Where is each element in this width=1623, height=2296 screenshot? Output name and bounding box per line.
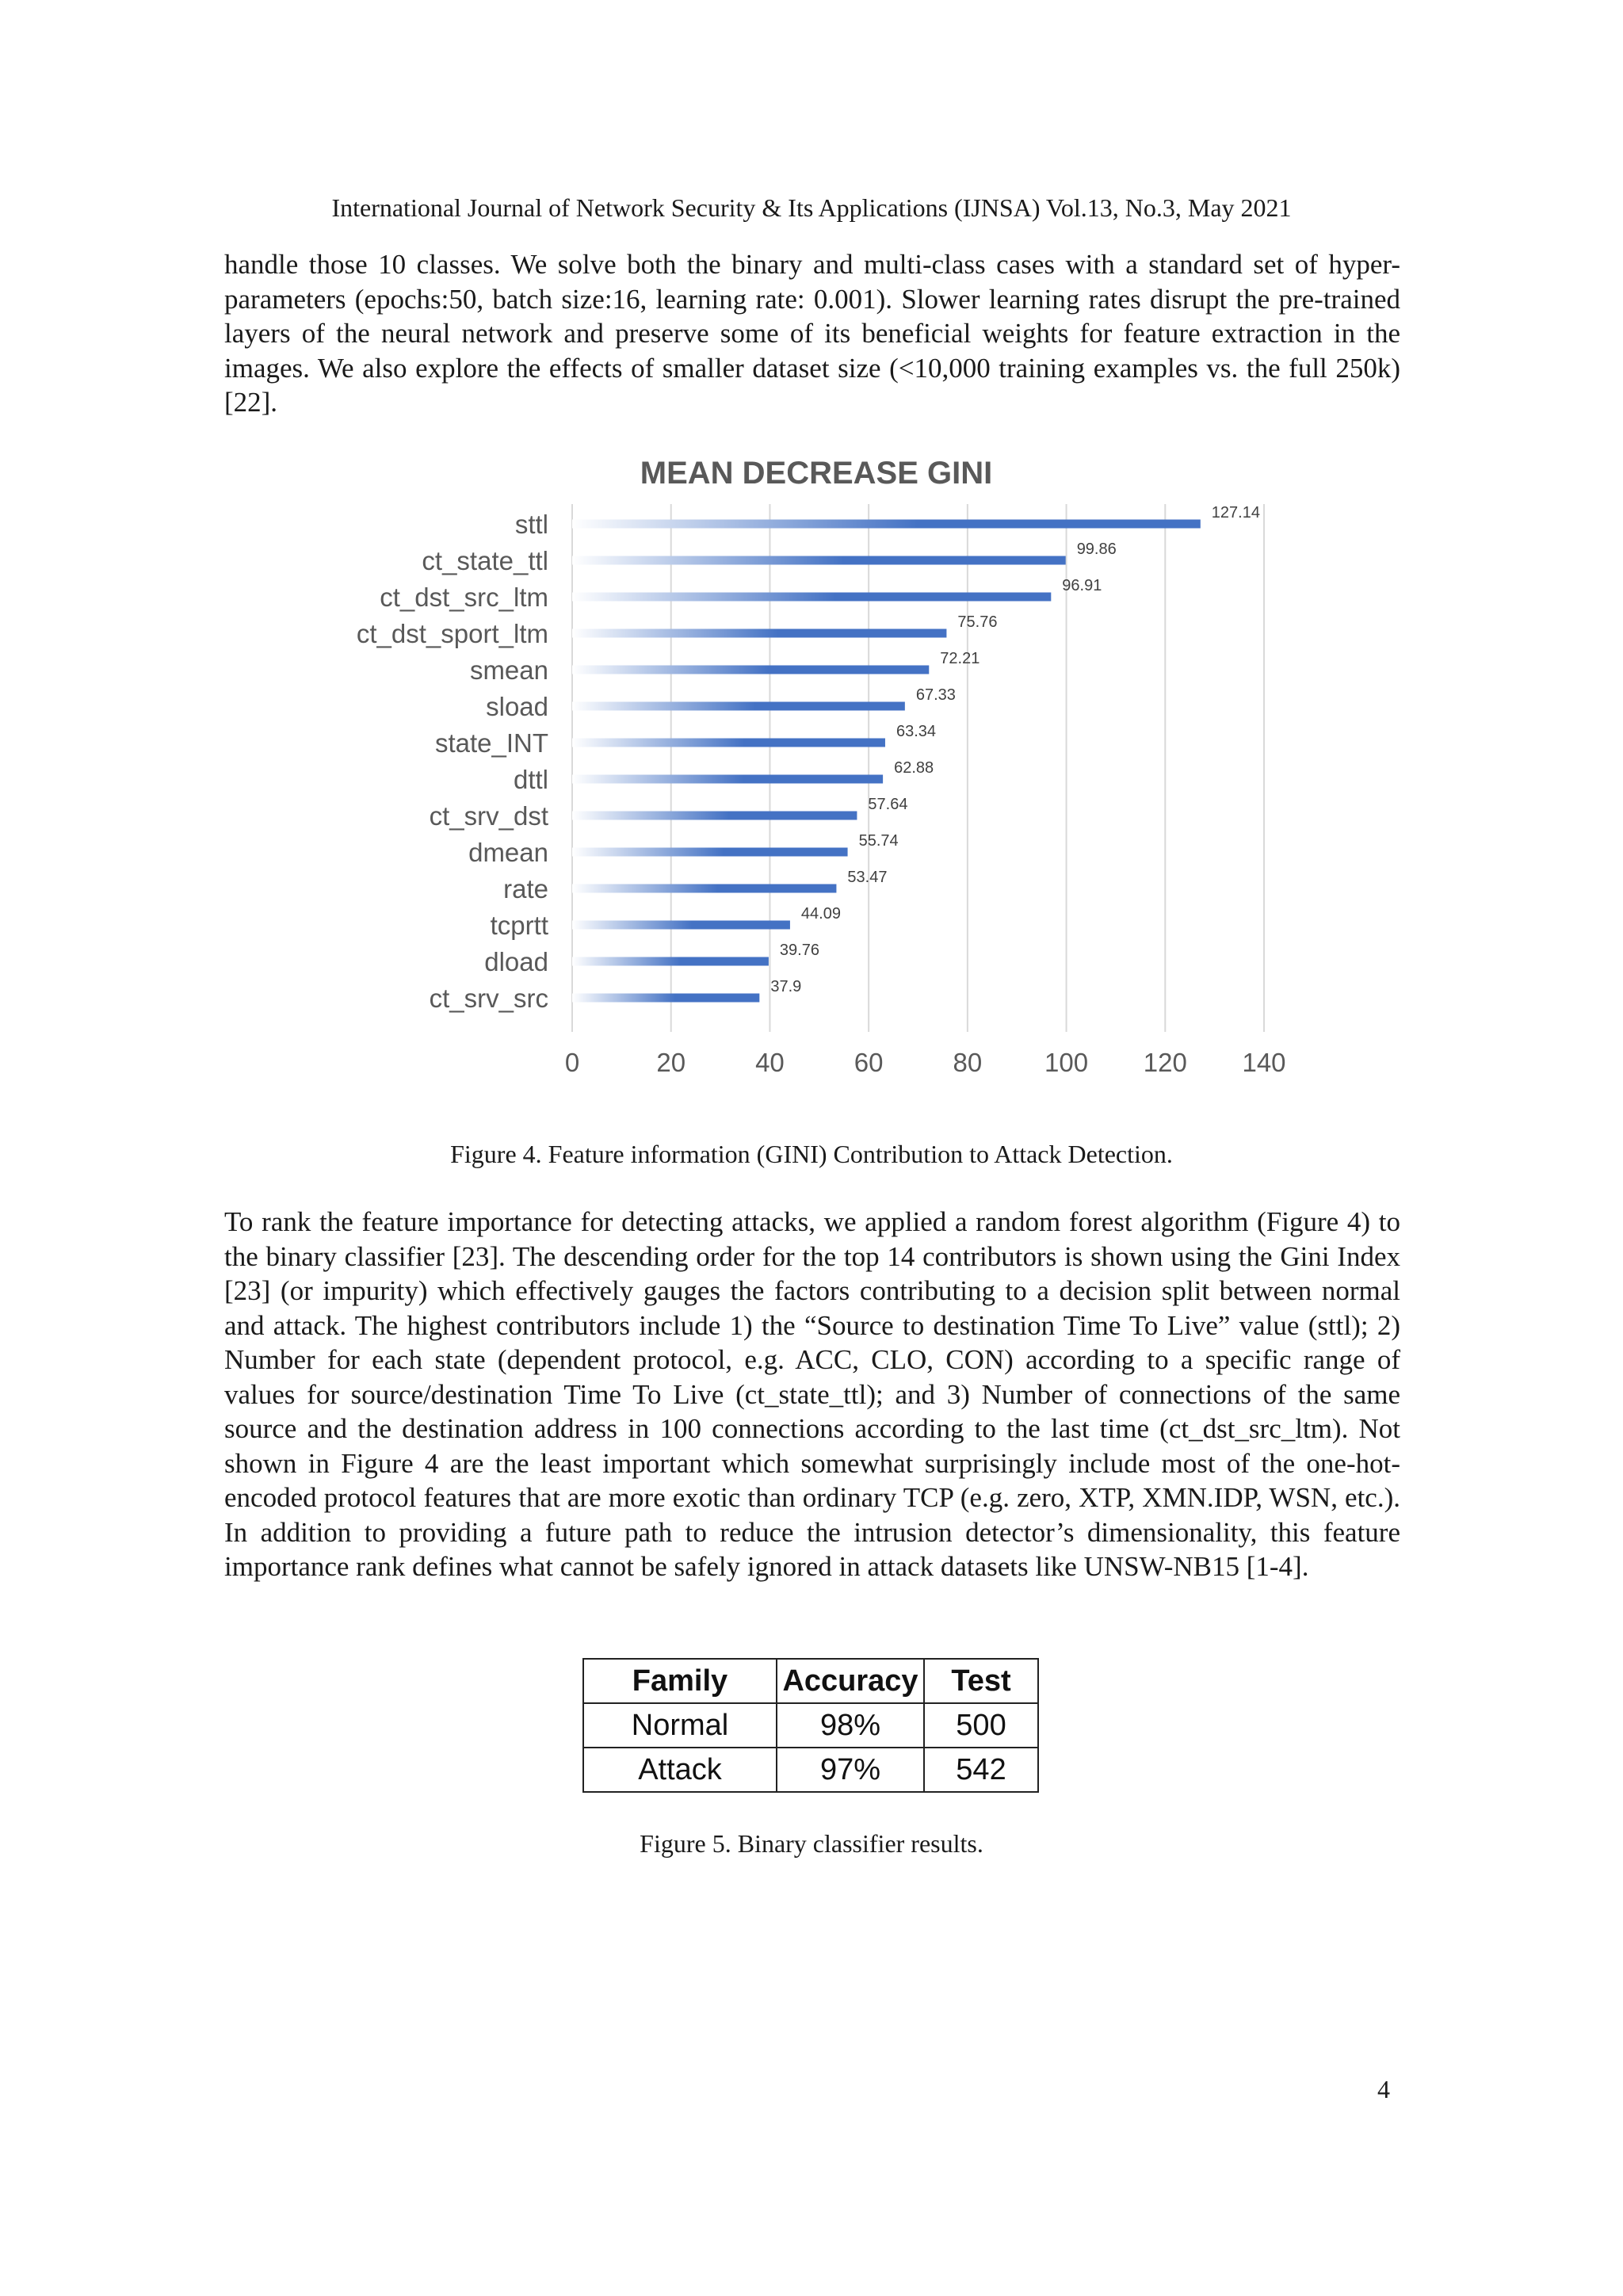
category-label: dload bbox=[484, 947, 548, 976]
table-header-cell: Test bbox=[924, 1659, 1038, 1703]
category-label: dttl bbox=[513, 765, 548, 794]
x-tick-label: 40 bbox=[755, 1048, 785, 1077]
bar bbox=[572, 957, 769, 966]
journal-header: International Journal of Network Security & Its Applications (IJNSA) Vol.13, No.3, May 2021 bbox=[331, 193, 1292, 222]
binary-classifier-results-table bbox=[582, 1658, 1039, 1793]
data-label: 72.21 bbox=[940, 650, 980, 667]
bar bbox=[572, 812, 857, 820]
bar bbox=[572, 666, 929, 674]
table-cell: 98% bbox=[777, 1703, 924, 1748]
bar bbox=[572, 702, 905, 711]
data-label: 55.74 bbox=[858, 832, 899, 850]
table-row bbox=[583, 1748, 1038, 1792]
x-tick-label: 0 bbox=[564, 1048, 580, 1077]
data-label: 96.91 bbox=[1062, 577, 1102, 594]
category-label: ct_srv_src bbox=[429, 984, 548, 1013]
category-label: ct_dst_sport_ltm bbox=[356, 619, 548, 648]
table-header-cell: Accuracy bbox=[777, 1659, 924, 1703]
page-number: 4 bbox=[1377, 2075, 1390, 2103]
bar bbox=[572, 775, 883, 784]
bar bbox=[572, 739, 885, 747]
bar bbox=[572, 556, 1066, 565]
category-label: ct_srv_dst bbox=[429, 801, 548, 831]
data-label: 127.14 bbox=[1211, 504, 1260, 521]
table-cell: 500 bbox=[924, 1703, 1038, 1748]
category-label: ct_state_ttl bbox=[422, 546, 548, 575]
data-label: 62.88 bbox=[894, 759, 934, 777]
x-tick-label: 80 bbox=[953, 1048, 983, 1077]
data-label: 44.09 bbox=[800, 905, 841, 923]
bar bbox=[572, 848, 848, 857]
bar bbox=[572, 994, 759, 1003]
bar bbox=[572, 629, 946, 638]
body-paragraph-feature-importance: To rank the feature importance for detecting attacks, we applied a random forest algorithm (Figure 4) to the binary classifier [23]. The descending order for the top 14 contributors is shown using the Gini Index [23] (or impurity) which effectively gauges the factors contributing to a decision split between normal and attack. The highest contributors include 1) the “Source to destination Time To Live” value (sttl); 2) Number for each state (dependent protocol, e.g. ACC, CLO, CON) according to a specific range of values for source/destination Time To Live (ct_state_ttl); and 3) Number of connections of the same source and the destination address in 100 connections according to the last time (ct_dst_src_ltm). Not shown in Figure 4 are the least important which somewhat surprisingly include most of the one-hot-encoded protocol features that are more exotic than ordinary TCP (e.g. zero, XTP, XMN.IDP, WSN, etc.). In addition to providing a future path to reduce the intrusion detector’s dimensionality, this feature importance rank defines what cannot be safely ignored in attack datasets like UNSW-NB15 [1-4]. bbox=[224, 1206, 1400, 1582]
data-label: 75.76 bbox=[957, 613, 998, 631]
data-label: 99.86 bbox=[1076, 541, 1117, 558]
bar bbox=[572, 520, 1201, 529]
data-label: 53.47 bbox=[847, 869, 888, 886]
table-cell: 542 bbox=[924, 1748, 1038, 1792]
chart-title: MEAN DECREASE GINI bbox=[640, 456, 993, 491]
category-label: smean bbox=[469, 655, 548, 685]
category-label: sload bbox=[486, 692, 548, 721]
figure-5-caption: Figure 5. Binary classifier results. bbox=[640, 1829, 983, 1858]
x-tick-label: 100 bbox=[1044, 1048, 1089, 1077]
table-cell: 97% bbox=[777, 1748, 924, 1792]
category-label: rate bbox=[503, 874, 548, 904]
category-label: state_INT bbox=[434, 728, 548, 758]
table-header-row bbox=[583, 1659, 1038, 1703]
x-tick-label: 60 bbox=[854, 1048, 884, 1077]
body-paragraph-intro: handle those 10 classes. We solve both the binary and multi-class cases with a standard set of hyper-parameters (epochs:50, batch size:16, learning rate: 0.001). Slower learning rates disrupt the pre-trained layers of the neural network and preserve some of its beneficial weights for feature extraction in the images. We also explore the effects of smaller dataset size (<10,000 training examples vs. the full 250k) [22]. bbox=[224, 249, 1400, 418]
data-label: 63.34 bbox=[896, 723, 937, 740]
data-label: 39.76 bbox=[779, 942, 819, 959]
category-label: sttl bbox=[514, 510, 548, 539]
data-label: 67.33 bbox=[915, 686, 956, 704]
category-label: dmean bbox=[468, 838, 548, 867]
bar bbox=[572, 884, 836, 893]
category-label: tcprtt bbox=[490, 911, 548, 940]
data-label: 57.64 bbox=[868, 796, 908, 813]
x-tick-label: 120 bbox=[1143, 1048, 1187, 1077]
data-label: 37.9 bbox=[770, 978, 802, 995]
table-cell: Normal bbox=[583, 1703, 777, 1748]
bar bbox=[572, 593, 1051, 602]
table-row bbox=[583, 1703, 1038, 1748]
category-label: ct_dst_src_ltm bbox=[380, 583, 548, 612]
gini-bar-chart bbox=[301, 452, 1331, 1102]
x-tick-label: 20 bbox=[656, 1048, 686, 1077]
figure-4-caption: Figure 4. Feature information (GINI) Contribution to Attack Detection. bbox=[450, 1140, 1173, 1168]
table-header-cell: Family bbox=[583, 1659, 777, 1703]
bar bbox=[572, 921, 790, 930]
table-cell: Attack bbox=[583, 1748, 777, 1792]
x-tick-label: 140 bbox=[1242, 1048, 1286, 1077]
